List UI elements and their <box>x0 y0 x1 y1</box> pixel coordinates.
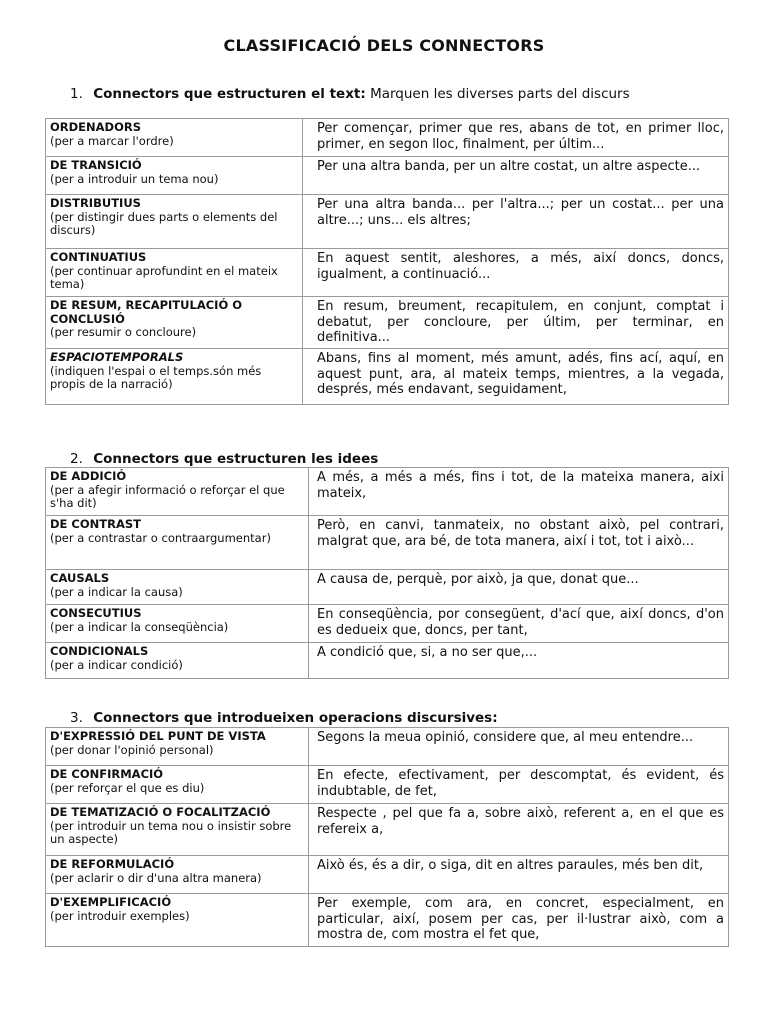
examples-cell: Això és, és a dir, o siga, dit en altres paraules, més ben dit, <box>309 856 729 894</box>
table-row <box>46 728 729 766</box>
table-row <box>46 195 729 249</box>
category-name: ORDENADORS <box>50 120 142 134</box>
table-row <box>46 349 729 405</box>
category-name: DE CONTRAST <box>50 517 141 531</box>
section-1-heading <box>70 86 630 102</box>
category-cell <box>46 804 309 856</box>
category-cell <box>46 195 303 249</box>
section-title: Connectors que introdueixen operacions discursives: <box>93 710 498 726</box>
category-cell <box>46 157 303 195</box>
section-number: 3. <box>70 710 83 726</box>
category-name: DE CONFIRMACIÓ <box>50 767 164 781</box>
category-description: (per aclarir o dir d'una altra manera) <box>50 870 262 885</box>
category-description: (per a introduir un tema nou) <box>50 171 219 186</box>
category-name: DISTRIBUTIUS <box>50 196 141 210</box>
table-row <box>46 804 729 856</box>
category-cell <box>46 297 303 349</box>
category-cell <box>46 894 309 947</box>
category-description: (per a afegir informació o reforçar el que s'ha dit) <box>50 482 285 510</box>
examples-cell: A condició que, si, a no ser que,... <box>309 643 729 679</box>
examples-cell: Per una altra banda... per l'altra...; per un costat... per una altre...; uns... els altres; <box>303 195 729 249</box>
connectors-table-2 <box>45 467 729 679</box>
section-3-heading <box>70 710 498 726</box>
table-row <box>46 894 729 947</box>
section-number: 1. <box>70 86 83 102</box>
category-name: ESPACIOTEMPORALS <box>50 350 184 364</box>
category-description: (per a indicar condició) <box>50 657 183 672</box>
section-2-heading <box>70 451 378 467</box>
examples-cell: En efecte, efectivament, per descomptat, és evident, és indubtable, de fet, <box>309 766 729 804</box>
category-description: (per continuar aprofundint en el mateix tema) <box>50 263 278 291</box>
category-description: (indiquen l'espai o el temps.són més propis de la narració) <box>50 363 262 391</box>
section-number: 2. <box>70 451 83 467</box>
examples-cell: En resum, breument, recapitulem, en conjunt, comptat i debatut, per concloure, per últim, per terminar, en definitiva... <box>303 297 729 349</box>
category-description: (per a indicar la causa) <box>50 584 183 599</box>
examples-cell: Però, en canvi, tanmateix, no obstant això, pel contrari, malgrat que, ara bé, de tota manera, així i tot, tot i això... <box>309 516 729 570</box>
category-cell <box>46 643 309 679</box>
category-name: D'EXEMPLIFICACIÓ <box>50 895 172 909</box>
table-row <box>46 516 729 570</box>
category-cell <box>46 605 309 643</box>
category-name: DE RESUM, RECAPITULACIÓ O CONCLUSIÓ <box>50 298 242 326</box>
section-subtitle: Marquen les diverses parts del discurs <box>370 86 630 102</box>
category-description: (per a indicar la conseqüència) <box>50 619 229 634</box>
table-row <box>46 766 729 804</box>
examples-cell: Respecte , pel que fa a, sobre això, referent a, en el que es refereix a, <box>309 804 729 856</box>
examples-cell: Abans, fins al moment, més amunt, adés, fins ací, aquí, en aquest punt, ara, al mateix temps, mientres, a la vegada, després, més endavant, seguidament, <box>303 349 729 405</box>
examples-cell: A més, a més a més, fins i tot, de la mateixa manera, aixi mateix, <box>309 468 729 516</box>
category-cell <box>46 728 309 766</box>
category-description: (per donar l'opinió personal) <box>50 742 214 757</box>
category-name: DE ADDICIÓ <box>50 469 127 483</box>
category-cell <box>46 119 303 157</box>
category-cell <box>46 856 309 894</box>
page-title: CLASSIFICACIÓ DELS CONNECTORS <box>223 36 545 55</box>
category-name: CAUSALS <box>50 571 110 585</box>
table-row <box>46 157 729 195</box>
table-row <box>46 605 729 643</box>
category-name: DE TEMATIZACIÓ O FOCALITZACIÓ <box>50 805 271 819</box>
category-description: (per a marcar l'ordre) <box>50 133 174 148</box>
connectors-table-1 <box>45 118 729 405</box>
category-name: D'EXPRESSIÓ DEL PUNT DE VISTA <box>50 729 266 743</box>
category-description: (per distingir dues parts o elements del discurs) <box>50 209 278 237</box>
category-cell <box>46 349 303 405</box>
table-row <box>46 297 729 349</box>
category-cell <box>46 516 309 570</box>
examples-cell: A causa de, perquè, por això, ja que, donat que... <box>309 570 729 605</box>
table-row <box>46 249 729 297</box>
category-name: CONTINUATIUS <box>50 250 147 264</box>
category-description: (per resumir o concloure) <box>50 325 197 339</box>
category-cell <box>46 570 309 605</box>
examples-cell: Per començar, primer que res, abans de tot, en primer lloc, primer, en segon lloc, finalment, per últim... <box>303 119 729 157</box>
examples-cell: En aquest sentit, aleshores, a més, així doncs, doncs, igualment, a continuació... <box>303 249 729 297</box>
section-title: Connectors que estructuren les idees <box>93 451 379 467</box>
table-row <box>46 468 729 516</box>
category-cell <box>46 766 309 804</box>
category-cell <box>46 468 309 516</box>
connectors-table-3 <box>45 727 729 947</box>
category-name: CONDICIONALS <box>50 644 149 658</box>
table-row <box>46 856 729 894</box>
category-description: (per reforçar el que es diu) <box>50 780 205 795</box>
category-name: DE TRANSICIÓ <box>50 158 142 172</box>
category-description: (per a contrastar o contraargumentar) <box>50 530 271 545</box>
category-name: CONSECUTIUS <box>50 606 142 620</box>
category-name: DE REFORMULACIÓ <box>50 857 175 871</box>
examples-cell: Per exemple, com ara, en concret, especialment, en particular, així, posem per cas, per il·lustrar això, com a mostra de, com mostra el fet que, <box>309 894 729 947</box>
examples-cell: Segons la meua opinió, considere que, al meu entendre... <box>309 728 729 766</box>
table-row <box>46 119 729 157</box>
examples-cell: Per una altra banda, per un altre costat, un altre aspecte... <box>303 157 729 195</box>
section-title: Connectors que estructuren el text: <box>93 86 366 102</box>
examples-cell: En conseqüència, por consegüent, d'ací que, així doncs, d'on es dedueix que, doncs, per tant, <box>309 605 729 643</box>
category-description: (per introduir un tema nou o insistir sobre un aspecte) <box>50 818 292 846</box>
table-row <box>46 570 729 605</box>
category-cell <box>46 249 303 297</box>
category-description: (per introduir exemples) <box>50 908 190 923</box>
table-row <box>46 643 729 679</box>
